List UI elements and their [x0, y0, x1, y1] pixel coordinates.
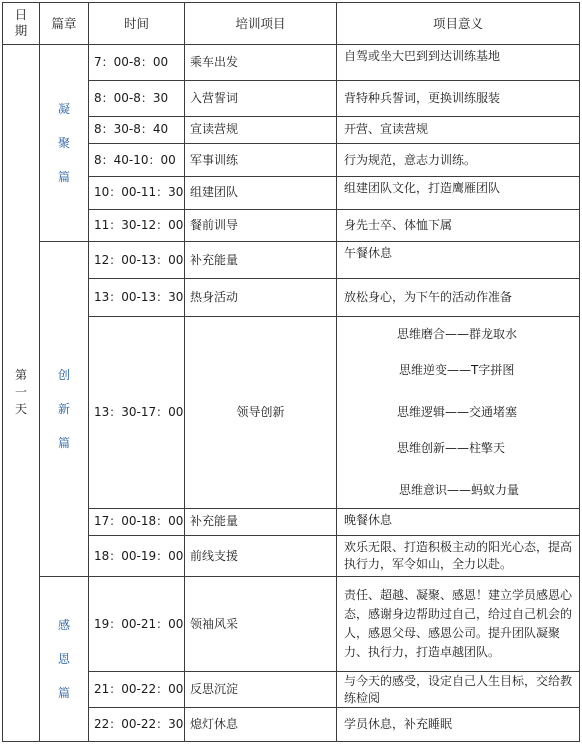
project-cell: 领袖风采	[185, 577, 337, 672]
project-cell: 热身活动	[185, 279, 337, 317]
time-cell: 21：00-22：00	[89, 672, 185, 708]
header-project: 培训项目	[185, 3, 337, 45]
project-cell: 反思沉淀	[185, 672, 337, 708]
activity-item: 思维逻辑——交通堵塞	[397, 405, 518, 420]
section-char: 篇	[57, 436, 70, 451]
project-cell: 军事训练	[185, 144, 337, 177]
section-char: 篇	[57, 686, 70, 701]
project-cell: 补充能量	[185, 242, 337, 279]
header-date-char-2: 期	[14, 23, 28, 39]
time-cell: 8：30-8：40	[89, 116, 185, 144]
section-char: 感	[57, 618, 70, 633]
day-char-1: 第	[14, 368, 27, 383]
section-label-innovation	[40, 242, 89, 577]
section-char: 恩	[57, 652, 70, 667]
section-label-cohesion	[40, 44, 89, 242]
time-cell: 8：40-10：00	[89, 144, 185, 177]
project-cell: 补充能量	[185, 508, 337, 536]
table-row	[3, 176, 580, 209]
time-cell: 7：00-8：00	[89, 44, 185, 80]
activity-item: 思维创新——柱擎天	[397, 441, 506, 456]
section-char: 新	[57, 402, 70, 417]
activity-item: 思维逆变——T字拼图	[399, 363, 515, 378]
project-cell: 熄灯休息	[185, 708, 337, 742]
header-chapter: 篇章	[40, 3, 89, 45]
header-date-char-1: 日	[14, 7, 28, 23]
time-cell: 11：30-12：00	[89, 209, 185, 242]
header-row	[3, 3, 580, 45]
project-cell: 前线支援	[185, 536, 337, 577]
meaning-cell: 开营、宣读营规	[337, 116, 580, 144]
project-cell: 入营誓词	[185, 80, 337, 116]
meaning-cell: 与今天的感受，设定自己人生目标，交给教练检阅	[337, 672, 580, 708]
meaning-cell: 身先士卒、体恤下属	[337, 209, 580, 242]
meaning-cell: 放松身心，为下午的活动作准备	[337, 279, 580, 317]
day-char-3: 天	[14, 402, 27, 417]
table-row	[3, 242, 580, 279]
time-cell: 10：00-11：30	[89, 176, 185, 209]
header-time: 时间	[89, 3, 185, 45]
time-cell: 17：00-18：00	[89, 508, 185, 536]
header-date	[3, 3, 40, 45]
meaning-cell: 责任、超越、凝聚、感恩！建立学员感恩心态，感谢身边帮助过自己，给过自己机会的人，感恩父母、感恩公司。提升团队凝聚力、执行力，打造卓越团队。	[337, 577, 580, 672]
project-cell: 乘车出发	[185, 44, 337, 80]
project-cell: 领导创新	[185, 317, 337, 508]
table-row	[3, 708, 580, 742]
table-row	[3, 279, 580, 317]
meaning-cell: 晚餐休息	[337, 508, 580, 536]
table-row	[3, 209, 580, 242]
activity-item: 思维意识——蚂蚁力量	[399, 483, 520, 498]
time-cell: 13：30-17：00	[89, 317, 185, 508]
project-cell: 宣读营规	[185, 116, 337, 144]
meaning-cell: 行为规范，意志力训练。	[337, 144, 580, 177]
day-label	[3, 44, 40, 741]
project-cell: 组建团队	[185, 176, 337, 209]
meaning-cell: 学员休息，补充睡眠	[337, 708, 580, 742]
time-cell: 12：00-13：00	[89, 242, 185, 279]
time-cell: 13：00-13：30	[89, 279, 185, 317]
table-row	[3, 508, 580, 536]
table-row	[3, 44, 580, 80]
header-meaning: 项目意义	[337, 3, 580, 45]
table-row	[3, 672, 580, 708]
schedule-table	[2, 2, 580, 742]
section-char: 篇	[57, 170, 70, 185]
meaning-cell: 背特种兵誓词，更换训练服装	[337, 80, 580, 116]
day-char-2: 一	[14, 385, 27, 400]
time-cell: 8：00-8：30	[89, 80, 185, 116]
section-char: 聚	[57, 136, 70, 151]
meaning-cell-activities	[337, 317, 580, 508]
time-cell: 19：00-21：00	[89, 577, 185, 672]
meaning-cell: 午餐休息	[337, 242, 580, 279]
time-cell: 18：00-19：00	[89, 536, 185, 577]
activity-item: 思维磨合——群龙取水	[397, 327, 518, 342]
section-char: 创	[57, 368, 70, 383]
project-cell: 餐前训导	[185, 209, 337, 242]
section-label-gratitude	[40, 577, 89, 742]
meaning-cell: 欢乐无限、打造积极主动的阳光心态，提高执行力，军令如山，全力以赴。	[337, 536, 580, 577]
table-row	[3, 317, 580, 508]
table-row	[3, 536, 580, 577]
section-char: 凝	[57, 102, 70, 117]
time-cell: 22：00-22：30	[89, 708, 185, 742]
meaning-cell: 自驾或坐大巴到到达训练基地	[337, 44, 580, 80]
table-row	[3, 577, 580, 672]
meaning-cell: 组建团队文化，打造鹰雁团队	[337, 176, 580, 209]
table-row	[3, 116, 580, 144]
table-row	[3, 80, 580, 116]
table-row	[3, 144, 580, 177]
